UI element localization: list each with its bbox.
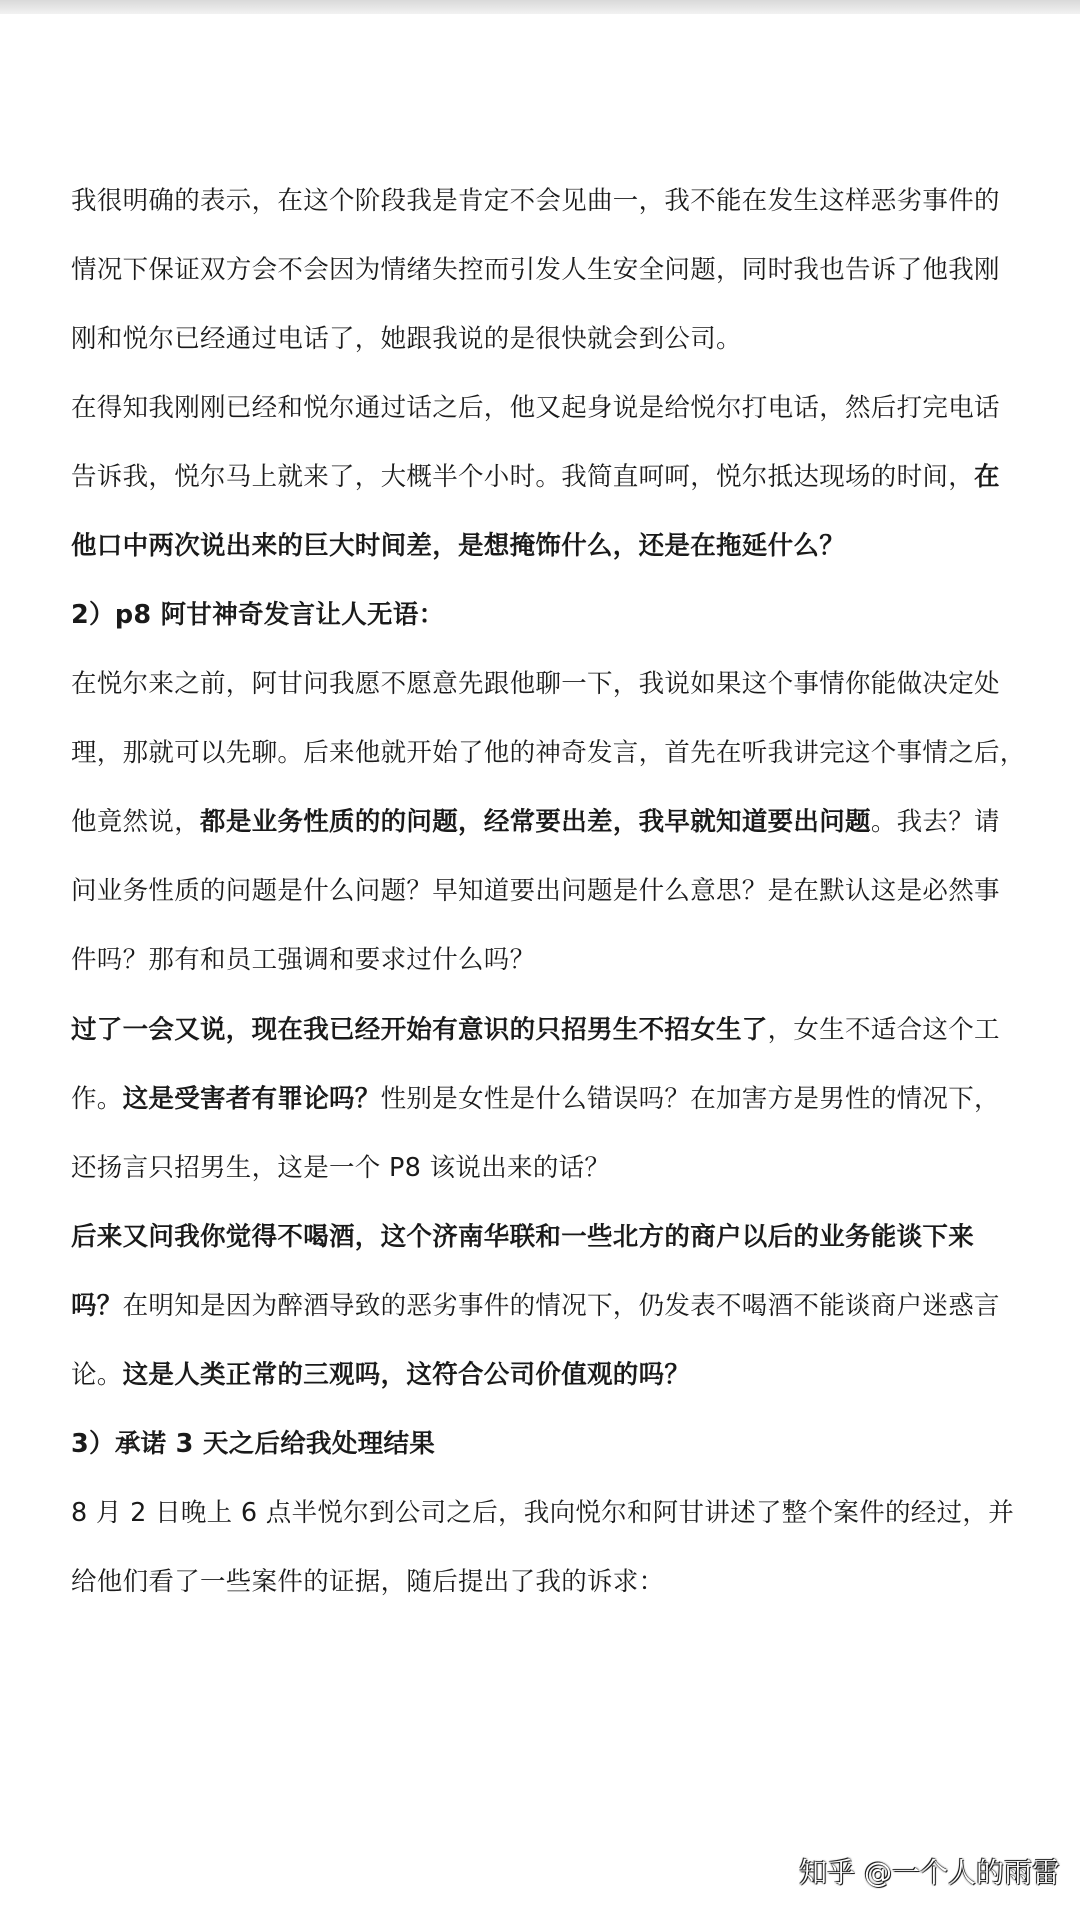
bold-text-segment: 这是人类正常的三观吗，这符合公司价值观的吗？	[122, 1360, 691, 1390]
text-line	[71, 391, 1000, 425]
text-line	[71, 1082, 1000, 1116]
text-segment: 作。	[71, 1084, 123, 1114]
text-line	[71, 1151, 610, 1185]
text-segment: 理，那就可以先聊。后来他就开始了他的神奇发言，首先在听我讲完这个事情之后，	[71, 738, 1026, 768]
bold-text-segment: 他口中两次说出来的巨大时间差，是想掩饰什么，还是在拖延什么？	[71, 531, 846, 561]
text-line	[71, 529, 845, 563]
text-line	[71, 1289, 1000, 1323]
text-line	[71, 184, 1000, 218]
text-line	[71, 460, 1000, 494]
bold-text-segment: 都是业务性质的的问题，经常要出差，我早就知道要出问题	[200, 807, 871, 837]
text-segment: 给他们看了一些案件的证据，随后提出了我的诉求：	[71, 1567, 665, 1597]
text-line	[71, 943, 535, 977]
text-segment: 刚和悦尔已经通过电话了，她跟我说的是很快就会到公司。	[71, 324, 742, 354]
text-segment: 问业务性质的问题是什么问题？早知道要出问题是什么意思？是在默认这是必然事	[71, 876, 1000, 906]
text-segment: 。我去？请	[870, 807, 1000, 837]
bold-text-segment: 3）承诺 3 天之后给我处理结果	[71, 1429, 436, 1459]
top-edge-bar	[0, 0, 1080, 14]
text-line	[71, 1013, 1000, 1047]
text-segment: 告诉我，悦尔马上就来了，大概半个小时。我简直呵呵，悦尔抵达现场的时间，	[71, 462, 975, 492]
watermark: 知乎 @一个人的雨雷	[799, 1856, 1060, 1889]
text-line	[71, 1565, 664, 1599]
text-line	[71, 736, 1026, 770]
text-segment: 还扬言只招男生，这是一个 P8 该说出来的话？	[71, 1153, 611, 1183]
text-segment: 在得知我刚刚已经和悦尔通过话之后，他又起身说是给悦尔打电话，然后打完电话	[71, 393, 1000, 423]
text-line	[71, 874, 1000, 908]
text-segment: 8 月 2 日晚上 6 点半悦尔到公司之后，我向悦尔和阿甘讲述了整个案件的经过，并	[71, 1498, 1015, 1528]
text-segment: 情况下保证双方会不会因为情绪失控而引发人生安全问题，同时我也告诉了他我刚	[71, 255, 1000, 285]
text-segment: 他竟然说，	[71, 807, 201, 837]
bold-text-segment: 吗？	[71, 1291, 123, 1321]
text-segment: 在明知是因为醉酒导致的恶劣事件的情况下，仍发表不喝酒不能谈商户迷惑言	[122, 1291, 1000, 1321]
text-segment: 我很明确的表示，在这个阶段我是肯定不会见曲一，我不能在发生这样恶劣事件的	[71, 186, 1000, 216]
text-segment: 在悦尔来之前，阿甘问我愿不愿意先跟他聊一下，我说如果这个事情你能做决定处	[71, 669, 1000, 699]
text-line	[71, 1220, 974, 1254]
text-segment: 性别是女性是什么错误吗？在加害方是男性的情况下，	[380, 1084, 1000, 1114]
text-segment: 论。	[71, 1360, 123, 1390]
text-line	[71, 253, 1000, 287]
bold-text-segment: 过了一会又说，现在我已经开始有意识的只招男生不招女生了	[71, 1015, 768, 1045]
text-line	[71, 805, 1000, 839]
text-line	[71, 1358, 690, 1392]
text-segment: 件吗？那有和员工强调和要求过什么吗？	[71, 945, 536, 975]
bold-text-segment: 这是受害者有罪论吗？	[122, 1084, 381, 1114]
text-line	[71, 322, 742, 356]
text-line	[71, 598, 444, 632]
bold-text-segment: 2）p8 阿甘神奇发言让人无语：	[71, 600, 445, 630]
bold-text-segment: 在	[974, 462, 1000, 492]
text-line	[71, 667, 1000, 701]
bold-text-segment: 后来又问我你觉得不喝酒，这个济南华联和一些北方的商户以后的业务能谈下来	[71, 1222, 975, 1252]
text-segment: ，女生不适合这个工	[767, 1015, 1000, 1045]
text-line	[71, 1496, 1014, 1530]
text-line	[71, 1427, 435, 1461]
